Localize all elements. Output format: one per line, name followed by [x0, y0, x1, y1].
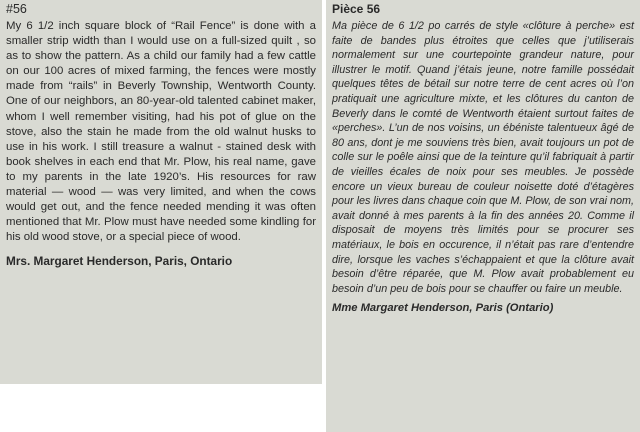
french-body-text: Ma pièce de 6 1/2 po carrés de style «clôture à perche» est faite de bandes plus étroites que celles que j’utiliserais normalement sur une courtepointe grandeur nature, pour illustrer le motif. Quand j’étais jeune, notre famille possédait quelques têtes de bétail sur notre terre de cent acres où l’on pratiquait une agriculture mixte, et les clôtures du canton de Beverly dans le comté de Wentworth étaient surtout faites de «perches». L’un de nos voisins, un ébéniste talentueux âgé de 80 ans, dont je me souviens très bien, avait toujours un pot de colle sur le poêle ainsi que de la teinture qu’il fabriquait à partir de vieilles écales de noix pour ses meubles. Je possède encore un vieux bureau de couleur noisette doté d’étagères pour les livres dans chaque coin que M. Plow, de son vrai nom, avait donné à mes parents à la fin des années 20. Comme il disposait de moyens très limités pour se procurer ses matériaux, le bois en occurence, il n’était pas rare d’entendre dire, lorsque les vaches s’échappaient et que la clôture avait besoin d’être réparée, que M. Plow avait probablement eu besoin d’un peu de bois pour se chauffer ou faire un meuble. — [332, 20, 634, 295]
block-number: #56 — [6, 2, 27, 16]
english-signature: Mrs. Margaret Henderson, Paris, Ontario — [6, 254, 233, 269]
french-panel — [326, 0, 640, 432]
english-body-text: My 6 1/2 inch square block of “Rail Fence” is done with a smaller strip width than I would use on a full-sized quilt , so as to show the pattern. As a child our family had a few cattle on our 100 acres of mixed farming, the fences were mostly made from “rails” in Beverly Township, Wentworth County. One of our neighbors, an 80-year-old talented cabinet maker, whom I well remember visiting, had his pot of glue on the stove, also the stain he made from the old walnut husks to use in his work. I still treasure a walnut - stained desk with book shelves in each end that Mr. Plow, his real name, gave to my parents in the late 1920’s. His resources for raw material — wood — was very limited, and when the cows would get out, and the fence needed mending it was often mentioned that Mr. Plow must have needed some kindling for his old wood stove, or a special piece of wood. — [6, 20, 316, 244]
english-panel — [0, 0, 322, 384]
piece-number: Pièce 56 — [332, 2, 381, 16]
french-signature: Mme Margaret Henderson, Paris (Ontario) — [332, 302, 554, 315]
